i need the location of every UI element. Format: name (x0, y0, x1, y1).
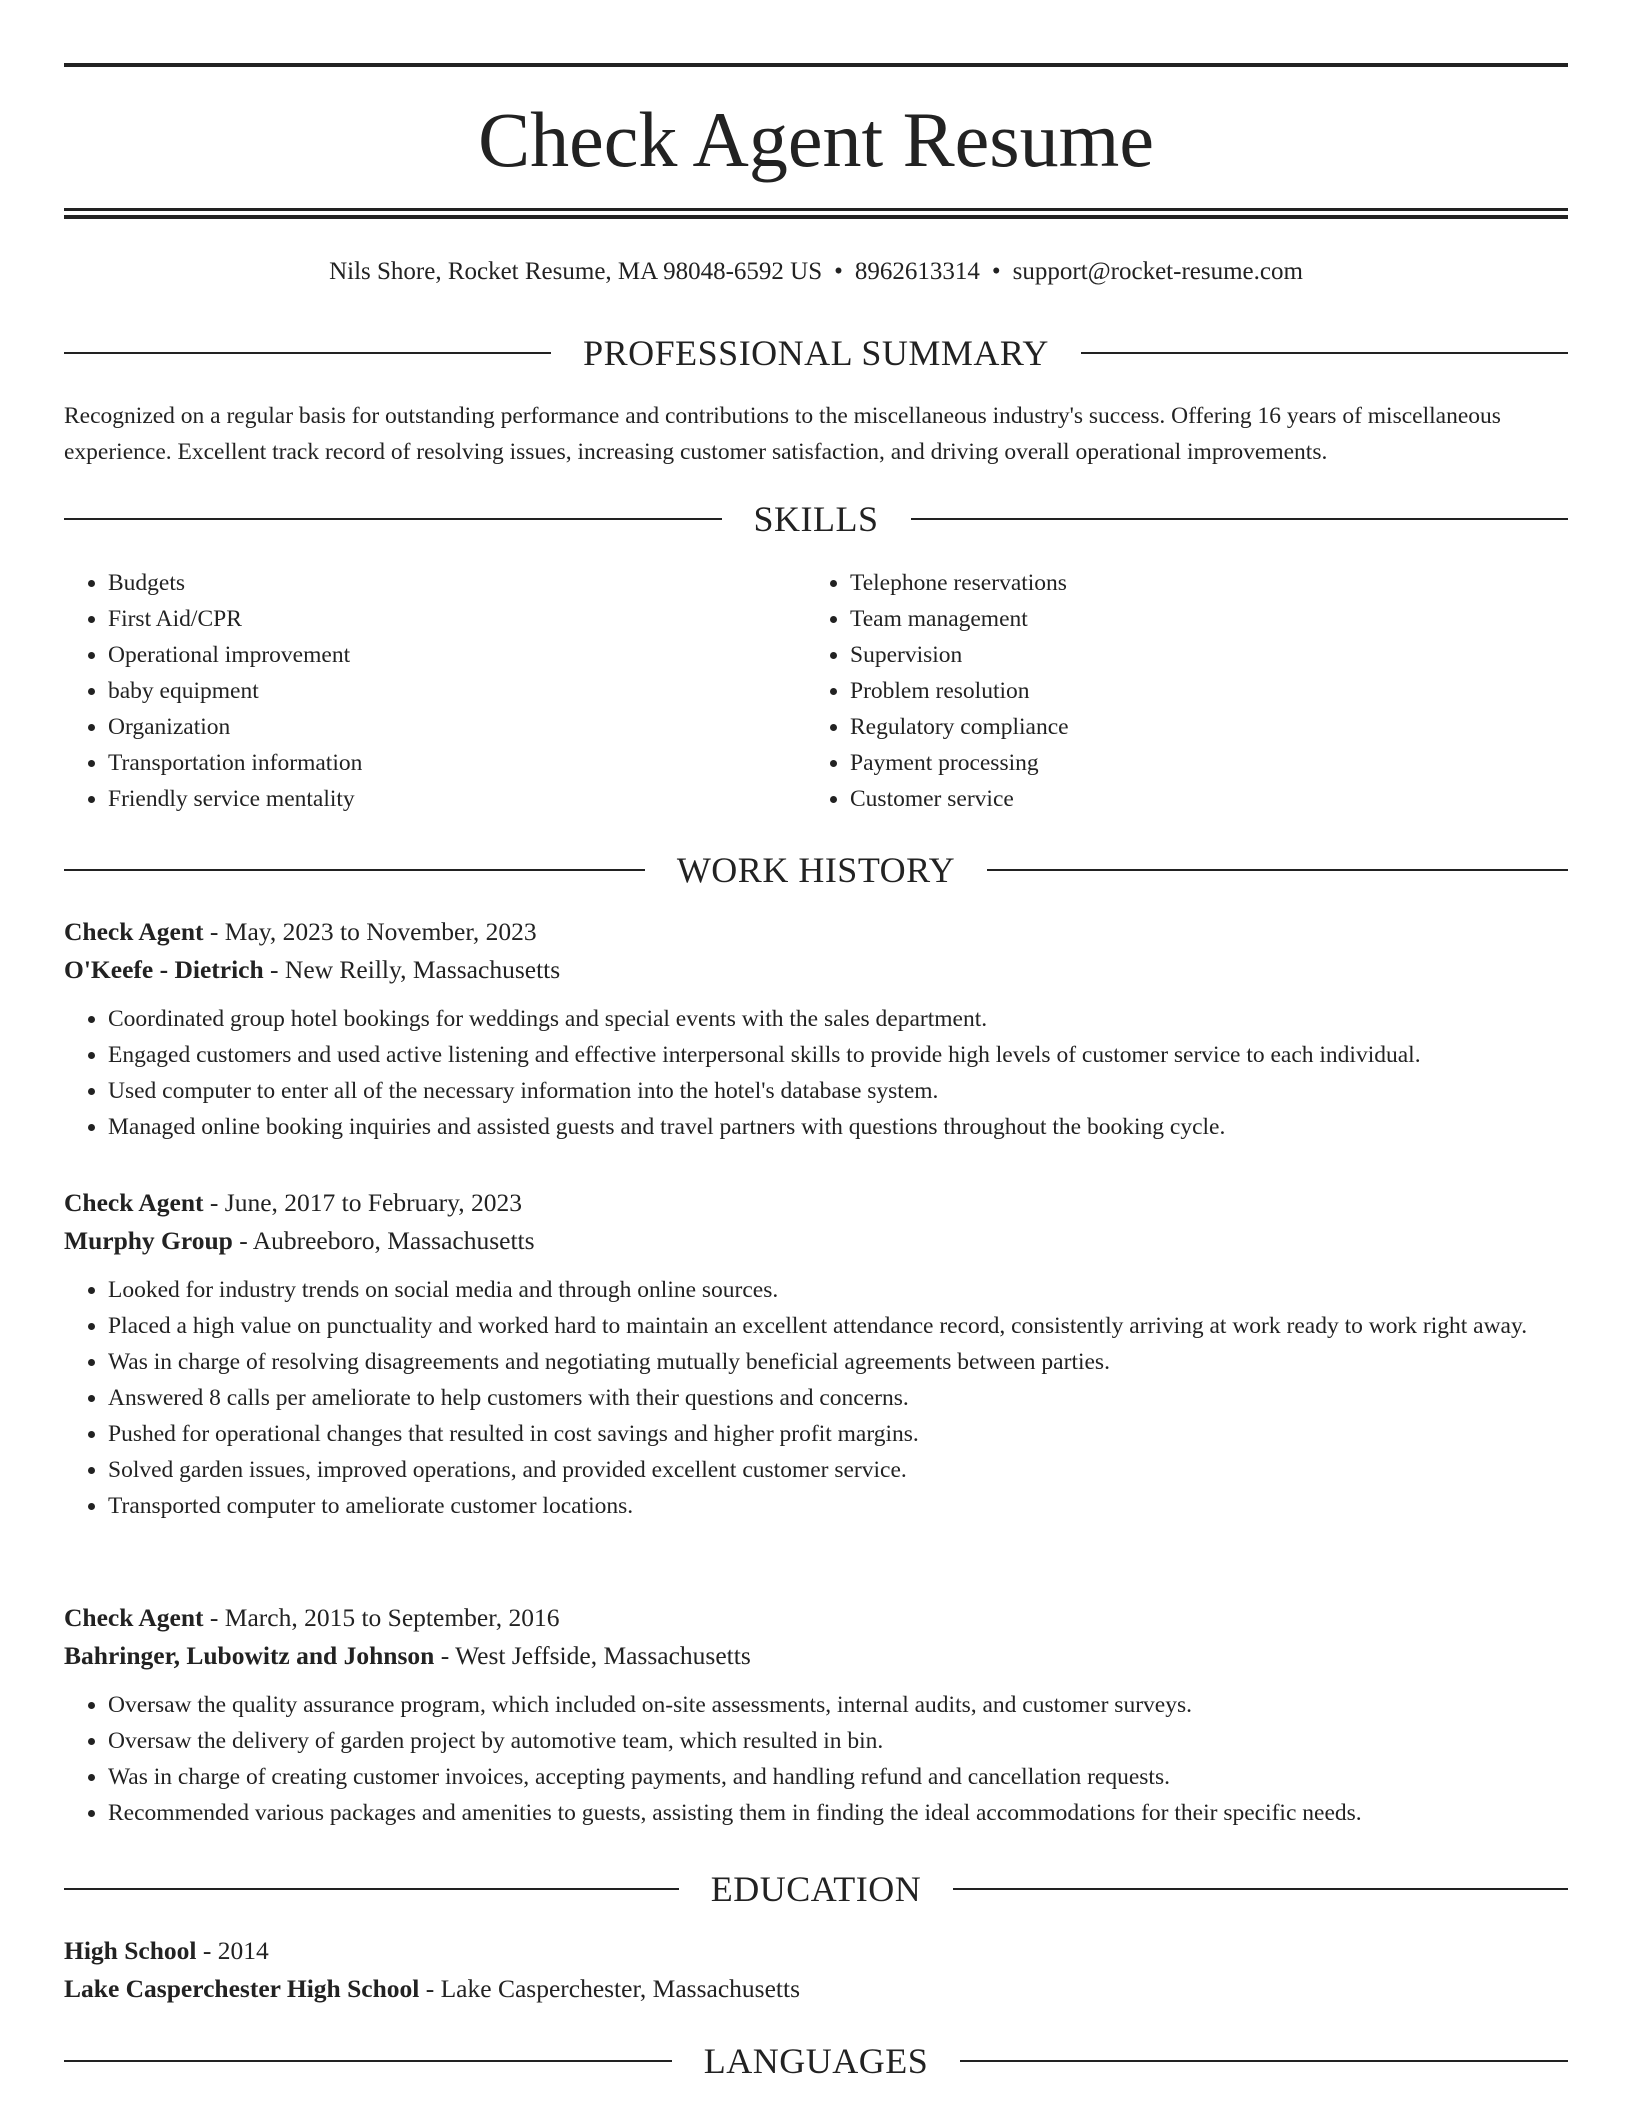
section-header-summary (64, 331, 1568, 375)
top-rule (64, 63, 1568, 67)
job-title: Check Agent (64, 1188, 204, 1217)
section-title-summary: PROFESSIONAL SUMMARY (583, 333, 1049, 373)
job-dates: - March, 2015 to September, 2016 (203, 1603, 560, 1632)
divider-line (987, 869, 1568, 871)
section-title-education: EDUCATION (710, 1869, 922, 1909)
job-entry (64, 1184, 1568, 1524)
divider-line (960, 2060, 1568, 2062)
divider-line (64, 518, 722, 520)
skill-item: • Friendly service mentality (108, 781, 806, 817)
divider-line (1081, 352, 1568, 354)
education-degree: High School (64, 1936, 197, 1965)
contact-separator: • (834, 258, 843, 285)
education-school: Lake Casperchester High School (64, 1974, 420, 2003)
section-header-skills (64, 497, 1568, 541)
skill-item: • Payment processing (850, 745, 1548, 781)
job-bullet: • Oversaw the delivery of garden project by automotive team, which resulted in bin. (108, 1723, 1568, 1759)
skill-item: • Organization (108, 709, 806, 745)
section-title-work: WORK HISTORY (676, 850, 956, 890)
skill-item: • Customer service (850, 781, 1548, 817)
education-degree-line (64, 1932, 1568, 1970)
title-double-rule (64, 208, 1568, 219)
job-bullet: • Solved garden issues, improved operations, and provided excellent customer service. (108, 1452, 1568, 1488)
skill-item: • Regulatory compliance (850, 709, 1548, 745)
job-title: Check Agent (64, 1603, 204, 1632)
job-entry (64, 913, 1568, 1145)
job-bullet: • Recommended various packages and amenities to guests, assisting them in finding the ideal accommodations for their specific needs. (108, 1795, 1568, 1831)
divider-line (64, 2060, 672, 2062)
divider-line (64, 869, 645, 871)
job-bullets (64, 1001, 1568, 1145)
section-title-skills: SKILLS (753, 499, 879, 539)
skills-column-left (64, 565, 806, 817)
job-dates: - June, 2017 to February, 2023 (203, 1188, 523, 1217)
skill-item: • Supervision (850, 637, 1548, 673)
job-location: - West Jeffside, Massachusetts (434, 1641, 751, 1670)
job-title-line (64, 913, 1568, 951)
divider-line (64, 1888, 679, 1890)
education-school-line (64, 1970, 1568, 2008)
job-location: - Aubreeboro, Massachusetts (232, 1226, 535, 1255)
job-entry (64, 1599, 1568, 1831)
skill-item: • Problem resolution (850, 673, 1548, 709)
job-dates: - May, 2023 to November, 2023 (203, 917, 537, 946)
skill-item: • Operational improvement (108, 637, 806, 673)
skill-item: • Budgets (108, 565, 806, 601)
job-bullet: • Transported computer to ameliorate customer locations. (108, 1488, 1568, 1524)
job-title-line (64, 1184, 1568, 1222)
skill-item: • Transportation information (108, 745, 806, 781)
contact-separator: • (991, 258, 1001, 285)
job-bullet: • Answered 8 calls per ameliorate to help customers with their questions and concerns. (108, 1380, 1568, 1416)
education-location: - Lake Casperchester, Massachusetts (419, 1974, 800, 2003)
contact-phone: 8962613314 (854, 258, 980, 285)
job-company: Bahringer, Lubowitz and Johnson (64, 1641, 435, 1670)
skill-item: • Telephone reservations (850, 565, 1548, 601)
divider-line (64, 352, 551, 354)
job-company-line (64, 951, 1568, 989)
job-bullets (64, 1687, 1568, 1831)
job-title-line (64, 1599, 1568, 1637)
divider-line (911, 518, 1569, 520)
job-bullet: • Placed a high value on punctuality and worked hard to maintain an excellent attendance record, consistently arriving at work ready to work right away. (108, 1308, 1568, 1344)
contact-address: Nils Shore, Rocket Resume, MA 98048-6592 US (329, 258, 823, 285)
job-location: - New Reilly, Massachusetts (263, 955, 561, 984)
job-company: Murphy Group (64, 1226, 233, 1255)
job-bullet: • Used computer to enter all of the necessary information into the hotel's database system. (108, 1073, 1568, 1109)
job-company: O'Keefe - Dietrich (64, 955, 264, 984)
job-bullet: • Coordinated group hotel bookings for weddings and special events with the sales department. (108, 1001, 1568, 1037)
section-header-education (64, 1867, 1568, 1911)
skill-item: • baby equipment (108, 673, 806, 709)
job-company-line (64, 1637, 1568, 1675)
skills-column-right (806, 565, 1548, 817)
skill-item: • Team management (850, 601, 1548, 637)
section-title-languages: LANGUAGES (703, 2041, 929, 2081)
divider-line (953, 1888, 1568, 1890)
skills-list (64, 565, 1568, 817)
contact-line (64, 255, 1568, 289)
education-year: - 2014 (196, 1936, 269, 1965)
job-company-line (64, 1222, 1568, 1260)
job-bullet: • Engaged customers and used active listening and effective interpersonal skills to provide high levels of customer service to each individual. (108, 1037, 1568, 1073)
job-title: Check Agent (64, 917, 204, 946)
contact-email: support@rocket-resume.com (1012, 258, 1303, 285)
job-bullet: • Oversaw the quality assurance program, which included on-site assessments, internal audits, and customer surveys. (108, 1687, 1568, 1723)
job-bullet: • Was in charge of creating customer invoices, accepting payments, and handling refund and cancellation requests. (108, 1759, 1568, 1795)
section-header-languages (64, 2039, 1568, 2083)
skill-item: • First Aid/CPR (108, 601, 806, 637)
job-bullet: • Pushed for operational changes that resulted in cost savings and higher profit margins. (108, 1416, 1568, 1452)
summary-text: Recognized on a regular basis for outstanding performance and contributions to the miscellaneous industry's success. Offering 16 years of miscellaneous experience. Excellent track record of resolving issues, increasing customer satisfaction, and driving overall operational improvements. (64, 403, 1501, 465)
job-bullet: • Was in charge of resolving disagreements and negotiating mutually beneficial agreements between parties. (108, 1344, 1568, 1380)
resume-title: Check Agent Resume (478, 96, 1154, 183)
education-entry (64, 1932, 1568, 2008)
section-header-work (64, 848, 1568, 892)
job-bullet: • Managed online booking inquiries and assisted guests and travel partners with questions throughout the booking cycle. (108, 1109, 1568, 1145)
job-bullet: • Looked for industry trends on social media and through online sources. (108, 1272, 1568, 1308)
job-bullets (64, 1272, 1568, 1524)
